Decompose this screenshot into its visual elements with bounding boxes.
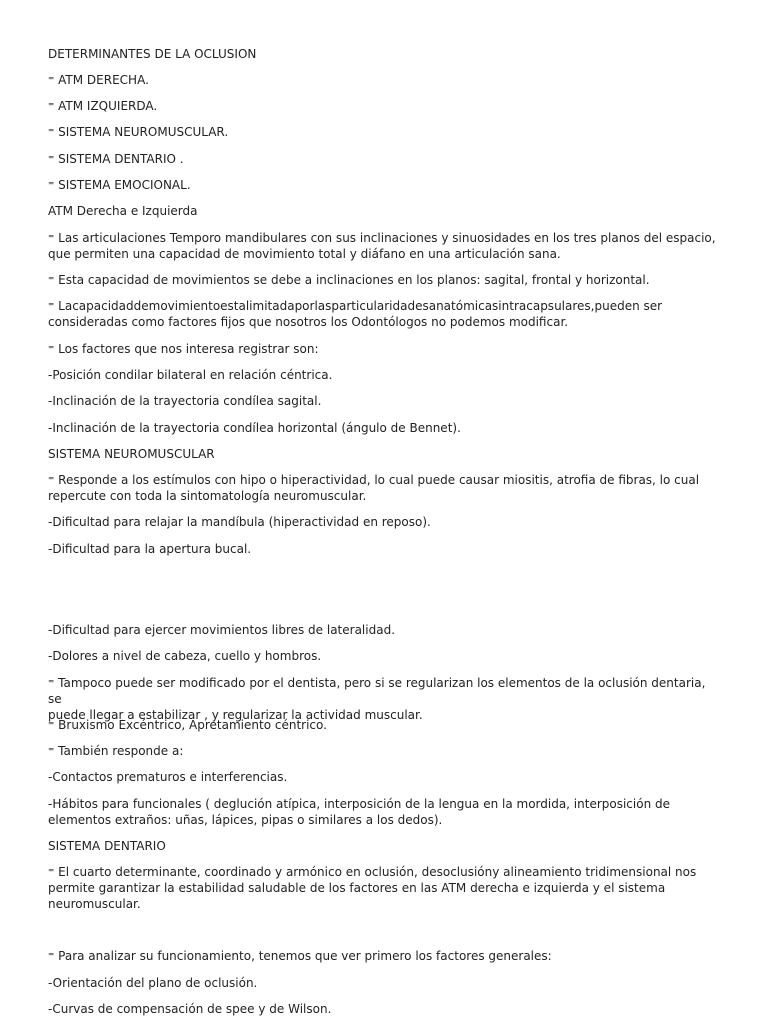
paragraph: ⁼ Tampoco puede ser modificado por el dentista, pero si se regularizan los elementos de la oclusión dentaria, se puede llegar a estabilizar , y regularizar la actividad muscular.: [48, 676, 706, 722]
list-item: -Hábitos para funcionales ( deglución atípica, interposición de la lengua en la mordida, interposición de elementos extraños: uñas, lápices, pipas o similares a los dedos).: [48, 797, 671, 827]
list-item: -Dificultad para ejercer movimientos libres de lateralidad.: [48, 623, 396, 637]
paragraph: ⁼ Esta capacidad de movimientos se debe a inclinaciones en los planos: sagital, frontal y horizontal.: [48, 273, 650, 287]
paragraph: ⁼ Las articulaciones Temporo mandibulares con sus inclinaciones y sinuosidades en los tres planos del espacio, que permiten una capacidad de movimiento total y diáfano en una articulación sana.: [48, 231, 716, 261]
list-item: -Dificultad para relajar la mandíbula (hiperactividad en reposo).: [48, 515, 431, 529]
list-item: ⁼ SISTEMA EMOCIONAL.: [48, 178, 191, 192]
paragraph: ⁼ Responde a los estímulos con hipo o hiperactividad, lo cual puede causar miositis, atrofia de fibras, lo cual repercute con toda la sintomatología neuromuscular.: [48, 473, 700, 503]
list-item: ⁼ SISTEMA DENTARIO .: [48, 152, 184, 166]
list-item: -Curvas de compensación de spee y de Wilson.: [48, 1002, 332, 1016]
document-title: DETERMINANTES DE LA OCLUSION: [48, 47, 257, 61]
list-item: -Dificultad para la apertura bucal.: [48, 542, 252, 556]
paragraph: ⁼ El cuarto determinante, coordinado y armónico en oclusión, desoclusióny alineamiento tridimensional nos permite garantizar la estabilidad saludable de los factores en las ATM derecha e izquierda y el sistema neuromuscular.: [48, 865, 697, 911]
list-item: -Dolores a nivel de cabeza, cuello y hombros.: [48, 649, 322, 663]
list-item: ⁼ ATM DERECHA.: [48, 73, 149, 87]
list-item: ⁼ SISTEMA NEUROMUSCULAR.: [48, 125, 229, 139]
paragraph: ⁼ Lacapacidaddemovimientoestalimitadaporlasparticularidadesanatómicasintracapsulares,pueden ser consideradas como factores fijos que nosotros los Odontólogos no podemos modificar.: [48, 299, 663, 329]
list-item: -Contactos prematuros e interferencias.: [48, 770, 288, 784]
list-item: -Inclinación de la trayectoria condílea horizontal (ángulo de Bennet).: [48, 421, 461, 435]
list-item: -Orientación del plano de oclusión.: [48, 976, 258, 990]
paragraph: ⁼ Bruxismo Excéntrico, Apretamiento céntrico.: [48, 718, 327, 732]
section-heading: SISTEMA NEUROMUSCULAR: [48, 447, 215, 461]
paragraph: ⁼ Los factores que nos interesa registrar son:: [48, 342, 319, 356]
list-item: -Inclinación de la trayectoria condílea sagital.: [48, 394, 322, 408]
paragraph: ⁼ También responde a:: [48, 744, 184, 758]
list-item: -Posición condilar bilateral en relación céntrica.: [48, 368, 333, 382]
section-heading: SISTEMA DENTARIO: [48, 839, 166, 853]
list-item: ⁼ ATM IZQUIERDA.: [48, 99, 158, 113]
section-heading: ATM Derecha e Izquierda: [48, 204, 198, 218]
paragraph: ⁼ Para analizar su funcionamiento, tenemos que ver primero los factores generales:: [48, 949, 552, 963]
